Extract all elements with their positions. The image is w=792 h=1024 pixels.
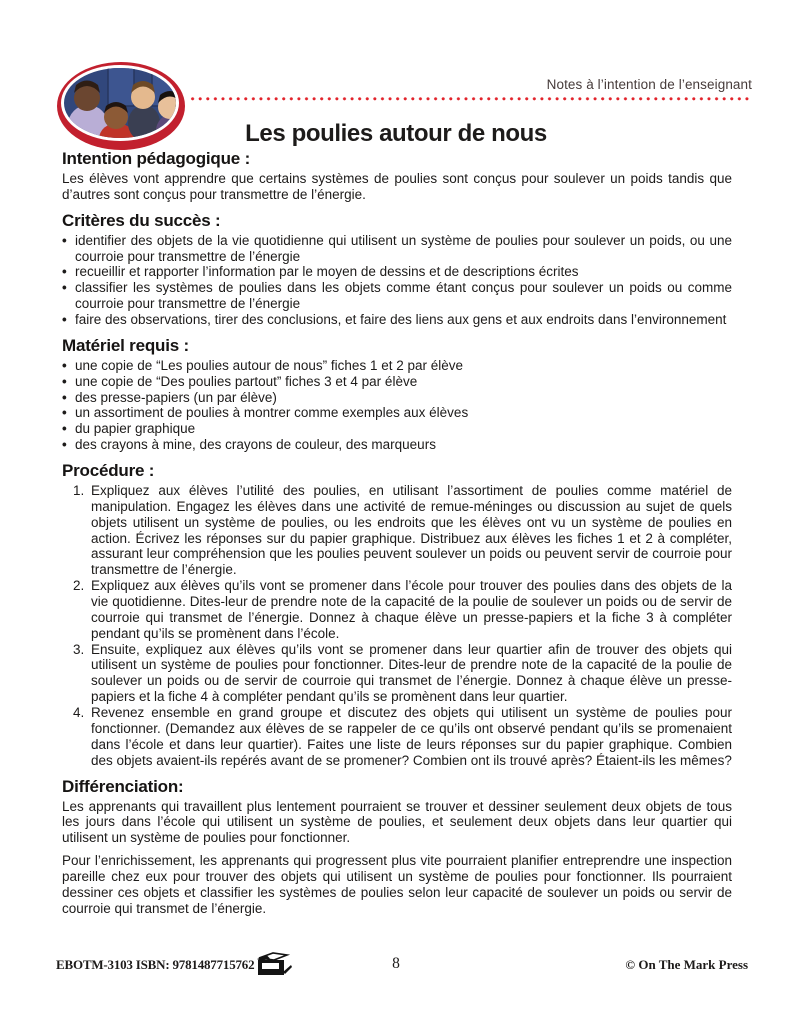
section-materiel-requis xyxy=(62,336,732,453)
isbn-label: EBOTM-3103 ISBN: 9781487715762 xyxy=(56,957,255,972)
section-heading: Intention pédagogique : xyxy=(62,149,251,168)
bullet-list xyxy=(62,233,732,328)
section-heading: Matériel requis : xyxy=(62,335,189,355)
section-intention-pedagogique xyxy=(62,149,732,203)
section-heading: Critères du succès : xyxy=(62,210,221,230)
numbered-item: 2. Expliquez aux élèves qu’ils vont se promener dans l’école pour trouver des poulies dans des objets de la vie quotidienne. Dites-leur de prendre note de la capacité de la poulie de soulever un poids ou de servir de courroie qui transmet de l’énergie. Donnez à chaque élève un presse-papiers et la fiche 3 à compléter pendant qu’ils se promènent dans l’école. xyxy=(88,578,732,641)
paragraph: Les apprenants qui travaillent plus lentement pourraient se trouver et dessiner seulement deux objets de tous les jours dans l’école qui utilisent un système de poulies, et seulement deux objets dans leur quartier qui utilisent un système de poulies pour fonctionner. xyxy=(62,798,732,846)
copyright-label: © On The Mark Press xyxy=(625,957,748,972)
section-criteres-du-succes xyxy=(62,211,732,328)
list-item: • identifier des objets de la vie quotidienne qui utilisent un système de poulies pour soulever un poids, ou une courroie pour transmettre de l’énergie xyxy=(62,233,732,265)
page-number: 8 xyxy=(392,955,400,972)
red-dotted-divider xyxy=(190,96,752,102)
page-title: Les poulies autour de nous xyxy=(245,120,547,148)
section-heading: Différenciation: xyxy=(62,776,184,796)
page-footer xyxy=(0,950,792,984)
list-item: • du papier graphique xyxy=(62,421,732,437)
section-procedure xyxy=(62,461,732,768)
section-differenciation xyxy=(62,777,732,917)
bullet-list xyxy=(62,358,732,453)
list-item: • des presse-papiers (un par élève) xyxy=(62,390,732,406)
list-item: • classifier les systèmes de poulies dans les objets comme étant conçus pour soulever un poids ou comme courroie pour transmettre de l’énergie xyxy=(62,280,732,312)
numbered-item: 3. Ensuite, expliquez aux élèves qu’ils vont se promener dans leur quartier afin de trouver des objets qui utilisent un système de poulies pour fonctionner. Dites-leur de prendre note de la capacité de la poulie de soulever un poids ou de servir de courroie qui transmet de l’énergie. Donnez à chaque élève un presse-papiers et la fiche 4 à compléter pendant qu’ils se promènent dans leur quartier. xyxy=(88,642,732,705)
numbered-item: 4. Revenez ensemble en grand groupe et discutez des objets qui utilisent un système de poulies pour fonctionner. (Demandez aux élèves de se rappeler de ce qu’ils ont observé pendant qu’ils se promenaient dans l’école et dans leur quartier). Faites une liste de leurs réponses sur du papier graphique. Combien des objets avaient-ils repérés avant de se promener? Combien ont ils trouvé après? Étaient-ils les mêmes? xyxy=(88,705,732,768)
page-content xyxy=(62,149,732,917)
header-corner-label: Notes à l’intention de l’enseignant xyxy=(546,77,752,92)
list-item: • recueillir et rapporter l’information par le moyen de dessins et de descriptions écrites xyxy=(62,264,732,280)
list-item: • des crayons à mine, des crayons de couleur, des marqueurs xyxy=(62,437,732,453)
list-item: • un assortiment de poulies à montrer comme exemples aux élèves xyxy=(62,405,732,421)
paragraph: Les élèves vont apprendre que certains systèmes de poulies sont conçus pour soulever un poids tandis que d’autres sont conçus pour transmettre de l’énergie. xyxy=(62,171,732,202)
numbered-item: 1. Expliquez aux élèves l’utilité des poulies, en utilisant l’assortiment de poulies comme matériel de manipulation. Engagez les élèves dans une activité de remue-méninges ou discussion au sujet de quels objets utilisent un système de poulies, ou les endroits que les élèves ont vu un système de poulies en action. Écrivez les réponses sur du papier graphique. Distribuez aux élèves les fiches 1 et 2 à compléter, assurant leur compréhension que les poulies peuvent soulever un poids ou peuvent servir de courroie pour transmettre de l’énergie. xyxy=(88,483,732,578)
list-item: • une copie de “Les poulies autour de nous” fiches 1 et 2 par élève xyxy=(62,358,732,374)
numbered-list xyxy=(62,483,732,768)
paragraph: Pour l’enrichissement, les apprenants qui progressent plus vite pourraient planifier entreprendre une inspection pareille chez eux pour trouver des objets qui utilisent un système de poulies pour fonctionner. Ils pourraient dessiner ces objets et classifier les systèmes de poulies selon leur capacité de soulever un poids ou servir de courroie qui transmet de l’énergie. xyxy=(62,853,732,916)
list-item: • une copie de “Des poulies partout” fiches 3 et 4 par élève xyxy=(62,374,732,390)
list-item: • faire des observations, tirer des conclusions, et faire des liens aux gens et aux endroits dans l’environnement xyxy=(62,312,732,328)
section-heading: Procédure : xyxy=(62,461,155,481)
